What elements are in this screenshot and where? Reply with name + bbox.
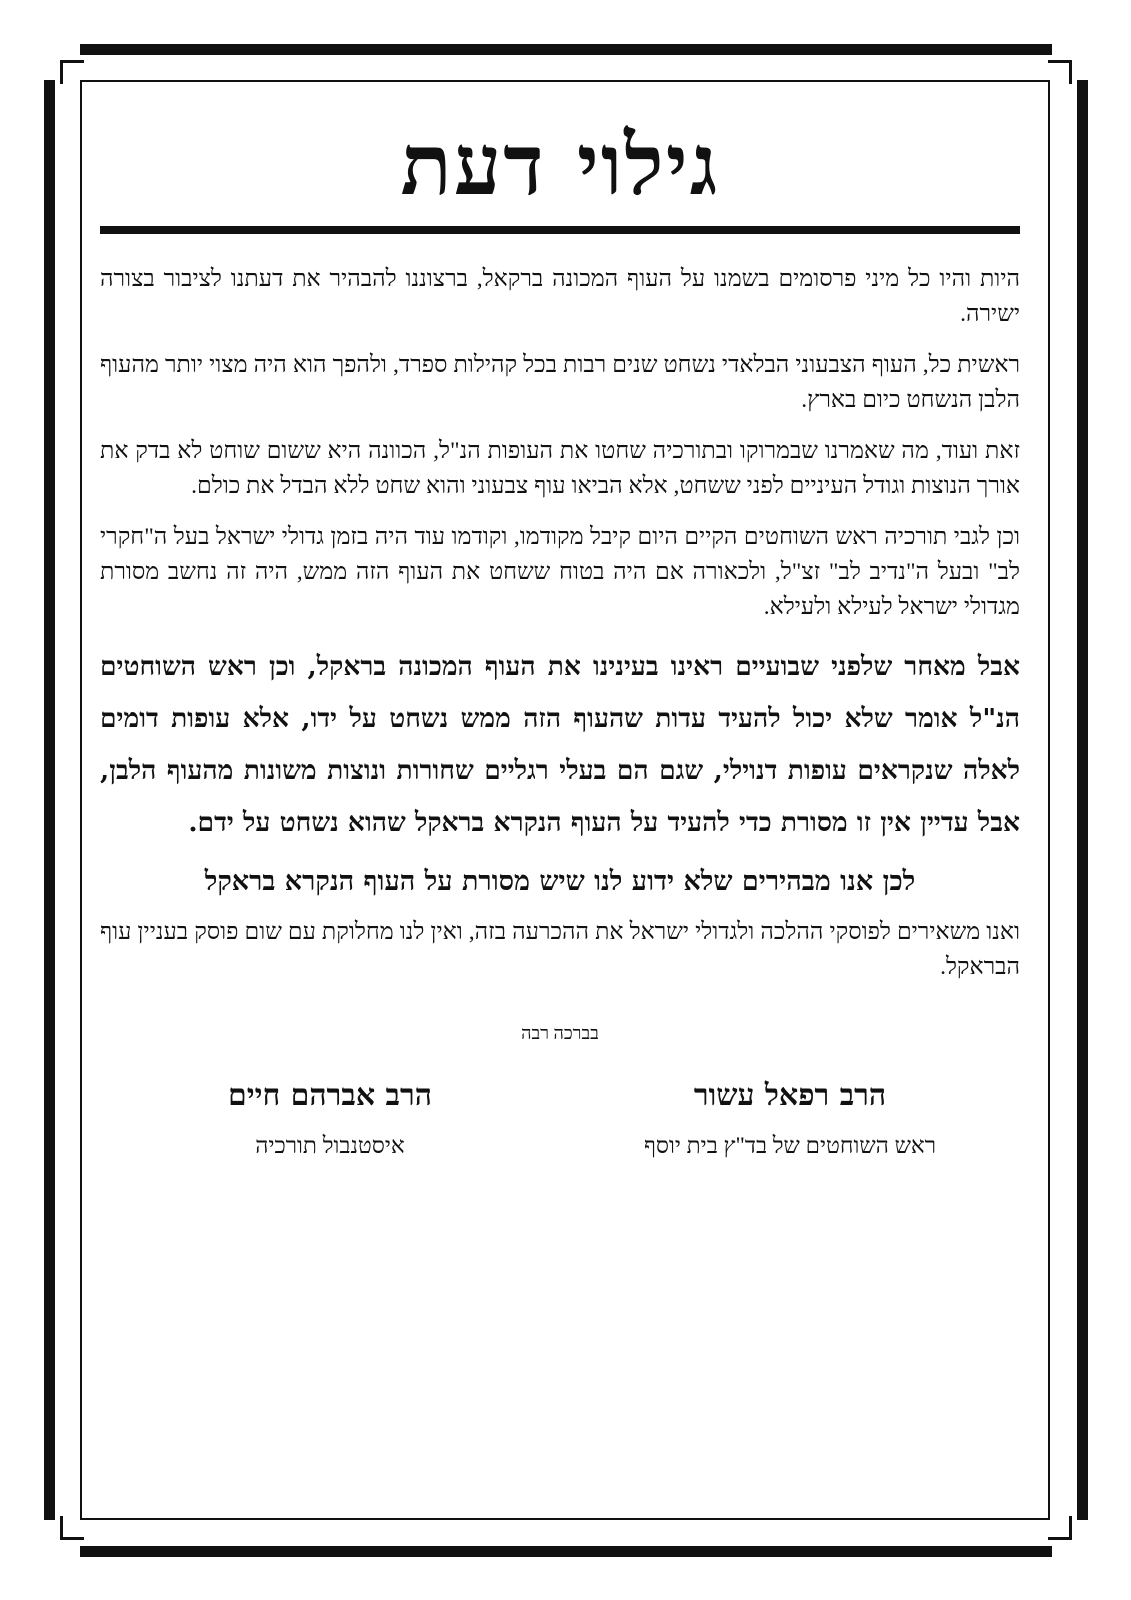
paragraph-2: ראשית כל, העוף הצבעוני הבלאדי נשחט שנים רבות בכל קהילות ספרד, ולהפך הוא היה מצוי יותר מהעוף הלבן הנשחט כיום בארץ. xyxy=(100,352,1020,413)
bold-paragraph: אבל מאחר שלפני שבועיים ראינו בעינינו את העוף המכונה בראקל, וכן ראש השוחטים הנ"ל אומר שלא יכול להעיד עדות שהעוף הזה ממש נשחט על ידו, אלא עופות דומים לאלה שנקראים עופות דנוילי, שגם הם בעלי רגליים שחורות ונוצות משונות מהעוף הלבן, אבל עדיין אין זו מסורת כדי להעיד על העוף הנקרא בראקל שהוא נשחט על ידם. xyxy=(100,651,1020,838)
blessing: בברכה רבה xyxy=(521,1023,599,1043)
signatures xyxy=(100,1074,1020,1168)
frame-right-border xyxy=(1077,80,1088,1520)
notice-content xyxy=(100,110,1020,1168)
signature-role: איסטנבול תורכיה xyxy=(255,1133,405,1158)
paragraph-1: היות והיו כל מיני פרסומים בשמנו על העוף המכונה ברקאל, ברצוננו להבהיר את דעתנו לציבור בצורה ישירה. xyxy=(100,266,1020,327)
paragraph-3: זאת ועוד, מה שאמרנו שבמרוקו ובתורכיה שחטו את העופות הנ"ל, הכוונה היא ששום שוחט לא בדק את אורך הנוצות וגודל העיניים לפני ששחט, אלא הביאו עוף צבעוני והוא שחט ללא הבדל את כולם. xyxy=(100,438,1020,499)
frame-left-border xyxy=(44,80,55,1520)
title-underline xyxy=(100,226,1020,234)
signature-name: הרב אברהם חיים xyxy=(228,1078,432,1113)
page-title: גילוי דעת xyxy=(400,115,720,214)
frame-corner-bottom-left xyxy=(60,1516,84,1540)
signature-name: הרב רפאל עשור xyxy=(693,1078,887,1113)
frame-corner-bottom-right xyxy=(1048,1516,1072,1540)
signature-right xyxy=(570,1074,1010,1168)
frame-bottom-border xyxy=(80,1546,1052,1557)
closing-paragraph: ואנו משאירים לפוסקי ההלכה ולגדולי ישראל את ההכרעה בזה, ואין לנו מחלוקת עם שום פוסק בעניין עוף הבראקל. xyxy=(100,919,1020,980)
frame-corner-top-right xyxy=(1048,60,1072,84)
signature-role: ראש השוחטים של בד"ץ בית יוסף xyxy=(643,1133,937,1158)
paragraph-4: וכן לגבי תורכיה ראש השוחטים הקיים היום קיבל מקודמו, וקודמו עוד היה בזמן גדולי ישראל בעל ה"חקרי לב" ובעל ה"נדיב לב" זצ"ל, ולכאורה אם היה בטוח ששחט את העוף הזה ממש, היה זה נחשב מסורת מגדולי ישראל לעילא ולעילא. xyxy=(100,524,1020,620)
frame-top-border xyxy=(80,44,1052,55)
signature-left xyxy=(110,1074,550,1168)
emphasis-statement: לכן אנו מבהירים שלא ידוע לנו שיש מסורת על העוף הנקרא בראקל xyxy=(204,866,916,897)
frame-corner-top-left xyxy=(60,60,84,84)
